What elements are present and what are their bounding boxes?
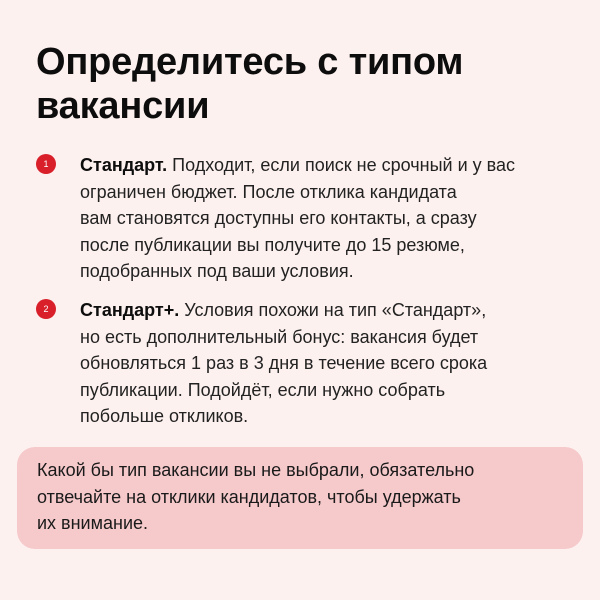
page-title: Определитесь с типом вакансии xyxy=(36,41,464,127)
item-heading: Стандарт. xyxy=(80,155,168,175)
item-heading: Стандарт+. xyxy=(80,300,180,320)
item-description xyxy=(80,297,566,430)
number-badge: 1 xyxy=(36,154,56,174)
list-item xyxy=(36,297,566,430)
item-description xyxy=(80,152,566,285)
item-body: Подходит, если поиск не срочный и у вас ограничен бюджет. После отклика кандидата вам становятся доступны его контакты, а сразу после публикации вы получите до 15 резюме, подобранных под ваши условия. xyxy=(80,155,515,281)
number-badge: 2 xyxy=(36,299,56,319)
tip-callout: Какой бы тип вакансии вы не выбрали, обязательно отвечайте на отклики кандидатов, чтобы удержать их внимание. xyxy=(17,447,583,549)
item-body: Условия похожи на тип «Стандарт», но есть дополнительный бонус: вакансия будет обновляться 1 раз в 3 дня в течение всего срока публикации. Подойдёт, если нужно собрать побольше откликов. xyxy=(80,300,488,426)
list-item xyxy=(36,152,566,285)
